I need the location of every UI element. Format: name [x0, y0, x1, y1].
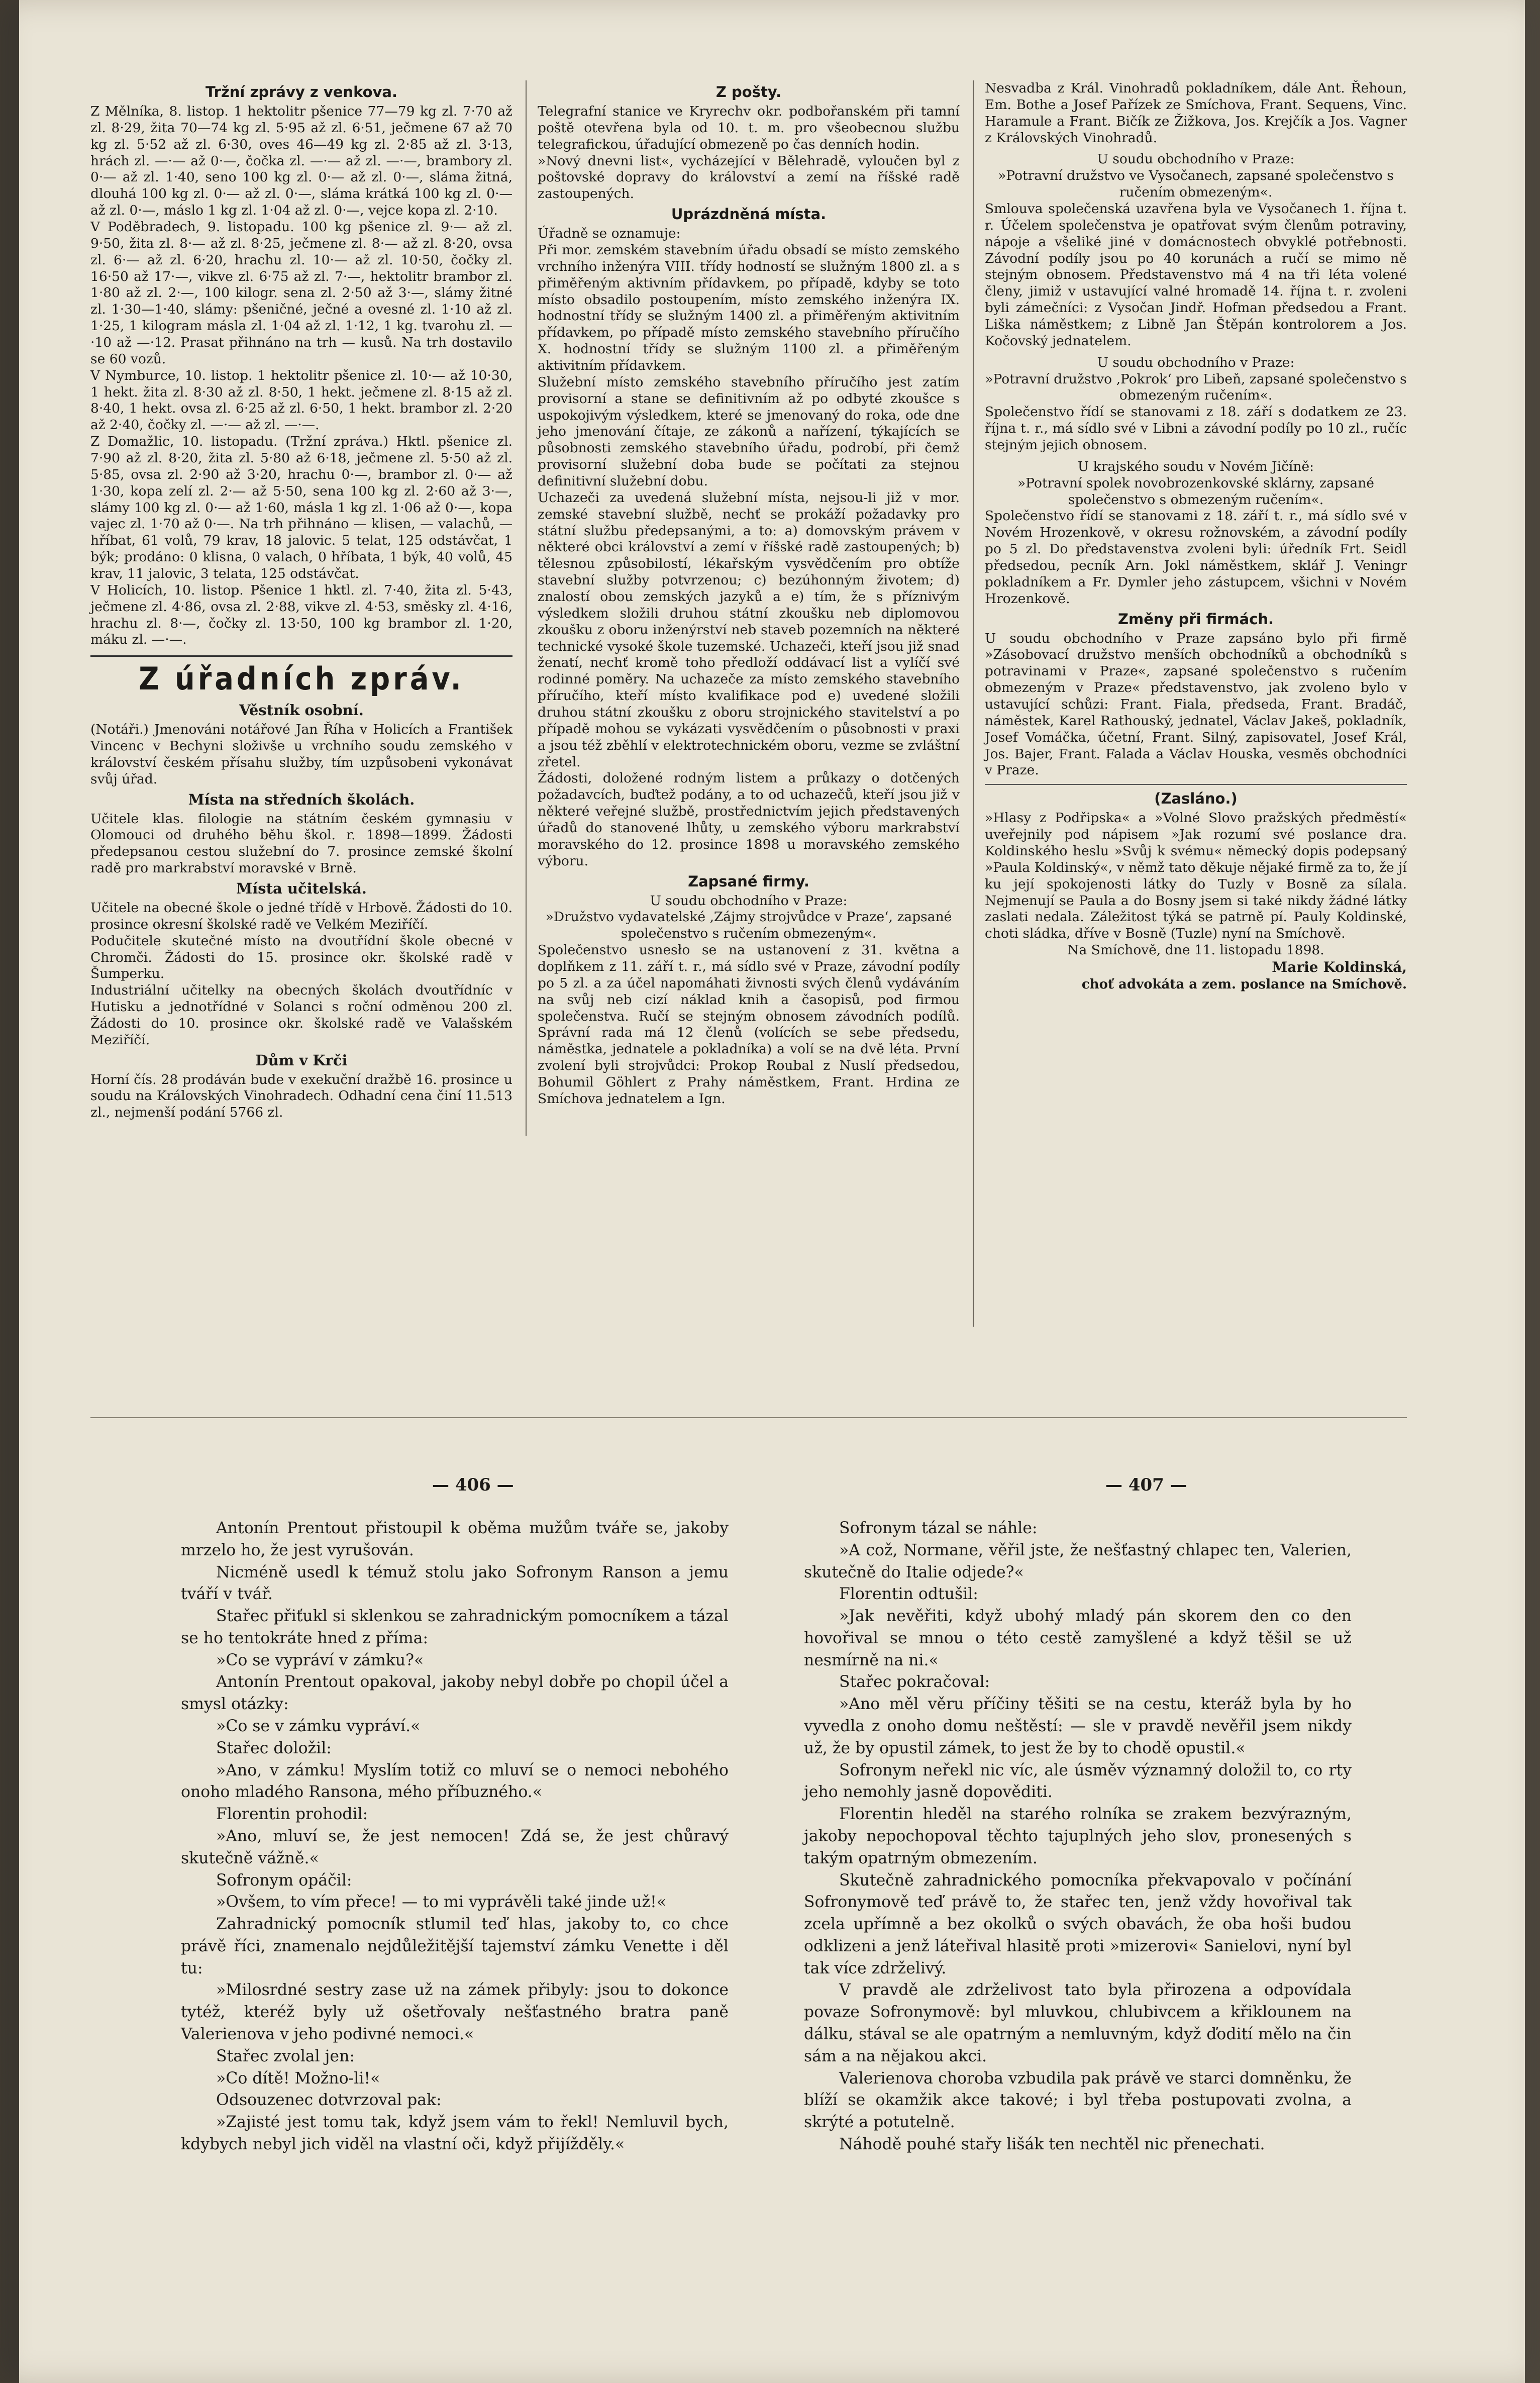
company-name: »Potravní družstvo ‚Pokrok‘ pro Libeň, zapsané společenstvo s obmezeným ručením«.: [985, 371, 1407, 404]
firms-name: »Družstvo vydavatelské ‚Zájmy strojvůdce v Praze‘, zapsané společenstvo s ručením obmezeným«.: [545, 909, 952, 942]
novel-paragraph: »Ano, v zámku! Myslím totiž co mluví se o nemoci nebohého onoho mladého Ransona, mého příbuzného.«: [181, 1761, 729, 1802]
column-2: [538, 80, 960, 1108]
firms-text: Společenstvo usnesło se na ustanovení z 31. května a doplňkem z 11. září t. r., má sídlo své v Praze, závodní podíly po 5 zl. a za účel napomáhati živnosti svých členů vydáváním na svůj neb cizí náklad knih a časopisů, pod firmou společenstva. Ručí se stejným obnosem závodních podílů. Správní rada má 12 členů (volících se sebe předsedu, náměstka, jednatele a pokladníka) a volí se na dvě léta. První zvolení byli strojvůdci: Prokop Roubal z Nuslí předsedou, Bohumil Göhlert z Prahy náměstkem, Frant. Hrdina ze Smíchova jednatelem a Ign.: [538, 942, 960, 1107]
sent-text: »Hlasy z Podřipska« a »Volné Slovo pražských předměstí« uveřejnily pod nápisem »Jak rozumí své poslance dra. Koldinského heslu »Svůj k svému« německý dopis podepsaný »Paula Koldinský«, v němž tato děkuje nějaké firmě za to, že jí ku její spokojenosti látky do Tuzly v Bosně za sílala. Nejmenují se Paula a do Bosny jsem si také nikdy žádné látky zaslati nedala. Záležitost týká se patrně pí. Pauly Koldinské, choti sládka, dříve v Bosně (Tuzle) nyní na Smíchově.: [985, 810, 1407, 942]
novel-paragraph: Stařec pokračoval:: [839, 1673, 990, 1692]
post-title: Z pošty.: [715, 83, 782, 101]
company-text: Společenstvo řídí se stanovami z 18. září s dodatkem ze 23. října t. r., má sídlo své v Libni a závodní podíly po 10 zl., ručíc stejným jejich obnosem.: [985, 404, 1407, 453]
novel-paragraph: Stařec doložil:: [216, 1739, 332, 1757]
novel-paragraph: »Ano měl věru příčiny těšiti se na cestu, kteráž byla by ho vyvedla z onoho domu neštěstí: — sle v pravdě nevěřil jsem nikdy už, že by opustil zámek, to jest že by to chodě opustil.«: [804, 1695, 1352, 1757]
company-name: »Potravní družstvo ve Vysočanech, zapsané společenstvo s ručením obmezeným«.: [998, 168, 1394, 201]
novel-paragraph: »Zajisté jest tomu tak, když jsem vám to řekl! Nemluvil bych, kdybych nebyl jich viděl na vlastní oči, když přijížděly.«: [181, 2113, 729, 2153]
column-1: [90, 80, 512, 1121]
vacancies-paragraph: Služební místo zemského stavebního příručího jest zatím provisorní a stane se definitivním až po odbyté zkoušce s uspokojivým výsledkem, které se jmenovaný do roka, ode dne jeho jmenování čítaje, ze zákonů a nařízení, týkajících se působnosti zemského stavebního úřadu, podrobí, při čemž provisorní služební doba bude se počítati za stejnou definitivní služební dobu.: [538, 374, 960, 489]
market-paragraph: V Holicích, 10. listop. Pšenice 1 hktl. zl. 7·40, žita zl. 5·43, ječmene zl. 4·86, ovsa zl. 2·88, vikve zl. 4·53, směsky zl. 4·16, hrachu zl. 8·—, čočky zl. 13·50, 100 kg brambor zl. 1·20, máku zl. —·—.: [90, 582, 512, 648]
novel-page-left: [181, 1518, 729, 2156]
vacancies-title: Uprázdněná místa.: [671, 206, 827, 223]
post-paragraph: »Nový dnevni list«, vycházející v Bělehradě, vyloučen byl z poštovské dopravy do království a zemí na říšské radě zastoupených.: [538, 153, 960, 202]
official-title: Z úřadních zpráv.: [90, 655, 512, 699]
column-rule: [973, 80, 974, 1327]
novel-paragraph: Antonín Prentout opakoval, jakoby nebyl dobře po chopil účel a smysl otázky:: [181, 1673, 729, 1714]
teachers-paragraph: Industriální učitelky na obecných školách dvoutřídníc v Hutisku a jednotřídné v Solanci s roční odměnou 200 zl. Žádosti do 10. prosince okr. školské radě ve Valašském Meziříčí.: [90, 982, 512, 1048]
company-text: Společenstvo řídí se stanovami z 18. září t. r., má sídlo své v Novém Hrozenkově, v okresu rožnovském, a závodní podíly po 5 zl. Do představenstva zvoleni byli: úředník Frt. Seidl předsedou, pecník Arn. Jokl náměstkem, sklář J. Veningr pokladníkem a Fr. Dymler jeho zástupcem, všichni v Novém Hrozenkově.: [985, 508, 1407, 607]
signature-name: Marie Koldinská,: [1272, 959, 1407, 976]
novel-paragraph: »Ovšem, to vím přece! — to mi vyprávěli také jinde už!«: [216, 1893, 667, 1912]
novel-paragraph: Florentin odtušil:: [839, 1585, 978, 1604]
company-text: Smlouva společenská uzavřena byla ve Vysočanech 1. října t. r. Účelem společenstva je opatřovat svým členům potraviny, nápoje a všeliké jiné v domácnostech obvyklé potřebnosti. Závodní podíly jsou po 40 korunách a ručí se mimo ně stejným obnosem. Představenstvo má 4 na tři léta volené členy, jimiž v ustavující valné hromadě 14. října t. r. zvoleni byli zámečníci: z Vysočan Jindř. Hofman předsedou a Frant. Liška náměstkem; z Libně Jan Štěpán kontrolorem a Jos. Kočovský jednatelem.: [985, 201, 1407, 349]
novel-paragraph: Stařec přiťukl si sklenkou se zahradnickým pomocníkem a tázal se ho tentokráte hned z příma:: [181, 1607, 729, 1647]
vacancies-paragraph: Žádosti, doložené rodným listem a průkazy o dotčených požadavcích, buďtež podány, a to od uchazečů, kteří jsou již v některé veřejné službě, prostřednictvím jejich představených úřadů do stanovené lhůty, u zemského výboru markrabství moravského do 12. prosince 1898 u moravského zemského výboru.: [538, 770, 960, 869]
page-number-right: — 407 —: [1105, 1475, 1187, 1495]
novel-paragraph: »A což, Normane, věřil jste, že nešťastný chlapec ten, Valerien, skutečně do Italie odjede?«: [804, 1541, 1352, 1581]
court-intro: U soudu obchodního v Praze:: [1097, 354, 1295, 370]
novel-paragraph: Zahradnický pomocník stlumil teď hlas, jakoby to, co chce právě říci, znamenalo nejdůležitější tajemství zámku Venette i děl tu:: [181, 1915, 729, 1977]
novel-paragraph: Valerienova choroba vzbudila pak právě ve starci domněnku, že blíží se okamžik akce takové; i byl třeba postupovati zvolna, a skrýté a potutelně.: [804, 2069, 1352, 2132]
post-paragraph: Telegrafní stanice ve Kryrechv okr. podbořanském při tamní poště otevřena byla od 10. t. m. pro všeobecnou službu telegrafickou, úřadující obmezeně po čas denních hodin.: [538, 103, 960, 152]
changes-text: U soudu obchodního v Praze zapsáno bylo při firmě »Zásobovací družstvo menších obchodníků a obchodníků s potravinami v Praze«, zapsané společenstvo s ručením obmezeným v Praze« představenstvo, jak zvoleno bylo v ustavující schůzi: Frant. Fiala, předseda, Frant. Bradáč, náměstek, Karel Rathouský, jednatel, Václav Jakeš, pokladník, Josef Vomáčka, účetní, Frant. Silný, zapisovatel, Josef Král, Jos. Bajer, Frant. Falada a Václav Houska, vesměs obchodníci v Praze.: [985, 630, 1407, 778]
novel-paragraph: »Jak nevěřiti, když ubohý mladý pán skorem den co den hovořival se mnou o této cestě zamyšlené a když těšil se už nesmírně na ni.«: [804, 1607, 1352, 1669]
column-rule: [526, 80, 527, 1136]
vestnik-title: Věstník osobní.: [239, 702, 364, 719]
sent-title: (Zasláno.): [1154, 790, 1238, 808]
binding-edge-left: [0, 0, 19, 2383]
vacancies-paragraph: Při mor. zemském stavebním úřadu obsadí se místo zemského vrchního inženýra VIII. třídy hodností se služným 1800 zl. a s přiměřeným aktivním přídavkem, po případě, kdyby se toto místo obsadilo postoupením, místo zemského inženýra IX. hodnostní třídy se služným 1400 zl. a přiměřeným aktivitním přídavkem, po případě místo zemského stavebního příručího X. hodnostní třídy se služným 1100 zl. a přiměřeným aktivitním přídavkem.: [538, 242, 960, 373]
novel-paragraph: »Milosrdné sestry zase už na zámek přibyly: jsou to dokonce tytéž, kteréž byly už ošetřovaly nešťastného bratra paně Valerienova v jeho podivné nemoci.«: [181, 1981, 729, 2043]
section-divider: [985, 784, 1407, 785]
firms-title: Zapsané firmy.: [688, 872, 809, 890]
signature-title: choť advokáta a zem. poslance na Smíchově.: [1081, 976, 1407, 992]
company-name: »Potravní spolek novobrozenkovské sklárny, zapsané společenstvo s obmezeným ručením«.: [1017, 475, 1374, 508]
court-intro: U soudu obchodního v Praze:: [1097, 151, 1295, 167]
market-paragraph: Z Mělníka, 8. listop. 1 hektolitr pšenice 77—79 kg zl. 7·70 až zl. 8·29, žita 70—74 kg zl. 5·95 až zl. 6·51, ječmene 67 až 70 kg zl. 5·52 až zl. 6·30, oves 46—49 kg zl. 2·85 až zl. 3·13, hrách zl. —·— až 0·—, čočka zl. —·— až zl. —·—, brambory zl. 0·— až zl. 1·40, seno 100 kg zl. 0·— až zl. 0·—, sláma žitná, dlouhá 100 kg zl. 0·— až zl. 0·—, sláma krátká 100 kg zl. 0·— až zl. 0·—, máslo 1 kg zl. 1·04 až zl. 0·—, vejce kopa zl. 2·10.: [90, 103, 512, 219]
novel-paragraph: Skutečně zahradnického pomocníka překvapovalo v počínání Sofronymově teď právě to, že stařec ten, jenž vždy hovořival tak zcela upřímně a bez okolků o svých obavách, že oba hoši budou odklizeni a jenž láteřival hlasitě proti »mizerovi« Sanielovi, nyní byl tak více zdrželivý.: [804, 1871, 1352, 1977]
column-3: [985, 80, 1407, 992]
novel-paragraph: Odsouzenec dotvrzoval pak:: [216, 2091, 442, 2110]
novel-paragraph: Sofronym opáčil:: [216, 1871, 352, 1890]
novel-paragraph: »Co dítě! Možno-li!«: [216, 2069, 380, 2088]
novel-paragraph: Sofronym tázal se náhle:: [839, 1519, 1038, 1537]
newspaper-clipping: [90, 80, 1407, 1382]
teachers-title: Místa učitelská.: [236, 879, 367, 897]
court-intro: U krajského soudu v Novém Jičíně:: [1077, 458, 1314, 474]
market-title: Tržní zprávy z venkova.: [206, 83, 397, 101]
changes-title: Změny při firmách.: [1117, 610, 1274, 628]
novel-page-right: [804, 1518, 1352, 2156]
clipping-divider: [90, 1417, 1407, 1418]
page-number-left: — 406 —: [432, 1475, 514, 1495]
continued-text: Nesvadba z Král. Vinohradů pokladníkem, dále Ant. Řehoun, Em. Bothe a Josef Pařízek ze Smíchova, Frant. Sequens, Vinc. Haramule a Frant. Bičík ze Žižkova, Jos. Krejčík a Jos. Vagner z Královských Vinohradů.: [985, 80, 1407, 146]
schools-text: Učitele klas. filologie na státním českém gymnasiu v Olomouci od druhého běhu škol. r. 1898—1899. Žádosti předepsanou cestou služební do 7. prosince zemské školní radě pro markrabství moravské v Brně.: [90, 811, 512, 876]
novel-paragraph: Sofronym neřekl nic víc, ale úsměv významný doložil to, co rty jeho nemohly jasně dopověditi.: [804, 1761, 1352, 1802]
vacancies-intro: Úřadně se oznamuje:: [538, 226, 681, 242]
house-title: Dům v Krči: [255, 1051, 348, 1069]
house-text: Horní čís. 28 prodáván bude v exekuční dražbě 16. prosince u soudu na Královských Vinohradech. Odhadní cena činí 11.513 zl., nejmenší podání 5766 zl.: [90, 1071, 512, 1121]
market-paragraph: V Poděbradech, 9. listopadu. 100 kg pšenice zl. 9·— až zl. 9·50, žita zl. 8·— až zl. 8·25, ječmene zl. 8·— až zl. 8·20, ovsa zl. 6·— až zl. 6·20, hrachu zl. 10·— až zl. 10·50, čočky zl. 16·50 až 17·—, vikve zl. 6·75 až zl. 7·—, hektolitr brambor zl. 1·80 až zl. 2·—, 100 kilogr. sena zl. 2·50 až 3·—, slámy žitné zl. 1·30—1·40, slámy: pšeničné, ječné a ovesné zl. 1·10 až zl. 1·25, 1 kilogram másla zl. 1·04 až zl. 1·12, 1 kg. tvarohu zl. —·10 až —·12. Prasat přihnáno na trh — kusů. Na trh dostavilo se 60 vozů.: [90, 219, 512, 367]
teachers-paragraph: Podučitele skutečné místo na dvoutřídní škole obecné v Chromči. Žádosti do 15. prosince okr. školské radě v Šumperku.: [90, 933, 512, 982]
novel-paragraph: »Ano, mluví se, že jest nemocen! Zdá se, že jest chůravý skutečně vážně.«: [181, 1827, 729, 1867]
vacancies-paragraph: Uchazeči za uvedená služební místa, nejsou-li již v mor. zemské stavební službě, nechť se prokáží požadavky pro státní službu předepsanými, a to: a) domovským právem v některé obci království a zemí v říšské radě zastoupených; b) tělesnou způsobilostí, lékařským vysvědčením pro obtíže stavební služby potvrzenou; c) bezúhonným životem; d) znalostí obou zemských jazyků a e) tím, že s příznivým výsledkem složili druhou státní zkoušku neb diplomovou zkoušku z oboru inženýrství neb staveb pozemních na některé technické vysoké škole tuzemské. Uchazeči, kteří jsou již snad ženatí, nechť kromě toho předloží oddávací list a vylíčí své rodinné poměry. Na uchazeče za místo zemského stavebního příručího, kteří místo kvalifikace pod e) uvedené složili druhou státní zkoušku z oboru strojnického stavitelství a po případě mohou se vykázati vysvědčením o působnosti v praxi a jsou též zběhlí v elektrotechnickém oboru, vezme se zvláštní zřetel.: [538, 489, 960, 770]
teachers-paragraph: Učitele na obecné škole o jedné třídě v Hrbově. Žádosti do 10. prosince okresní školské radě ve Velkém Meziříčí.: [90, 900, 512, 932]
novel-paragraph: Náhodě pouhé stařy lišák ten nechtěl nic přenechati.: [839, 2135, 1265, 2153]
novel-paragraph: »Co se v zámku vypráví.«: [216, 1717, 421, 1736]
firms-intro: U soudu obchodního v Praze:: [650, 892, 848, 909]
vestnik-text: (Notáři.) Jmenováni notářové Jan Říha v Holicích a František Vincenc v Bechyni složivše u vrchního soudu zemského v království českém přísahu služby, tím uzpůsobeni vykonávat svůj úřad.: [90, 722, 512, 787]
novel-paragraph: Antonín Prentout přistoupil k oběma mužům tváře se, jakoby mrzelo ho, že jest vyrušován.: [181, 1519, 729, 1559]
novel-paragraph: Nicméně usedl k témuž stolu jako Sofronym Ranson a jemu tváří v tvář.: [181, 1563, 729, 1604]
novel-paragraph: Florentin hleděl na starého rolníka se zrakem bezvýrazným, jakoby nepochopoval těchto tajuplných jeho slov, pronesených s takým opatrným obmezením.: [804, 1805, 1352, 1867]
schools-title: Místa na středních školách.: [188, 790, 415, 808]
novel-paragraph: Stařec zvolal jen:: [216, 2047, 355, 2065]
novel-paragraph: V pravdě ale zdrželivost tato byla přirozena a odpovídala povaze Sofronymově: byl mluvkou, chlubivcem a křiklounem na dálku, stával se ale opatrným a nemluvným, když ďodití mělo na čin sám a na nějakou akci.: [804, 1981, 1352, 2065]
novel-paragraph: Florentin prohodil:: [216, 1805, 368, 1824]
market-paragraph: V Nymburce, 10. listop. 1 hektolitr pšenice zl. 10·— až 10·30, 1 hekt. žita zl. 8·30 až zl. 8·50, 1 hekt. ječmene zl. 8·15 až zl. 8·40, 1 hekt. ovsa zl. 6·25 až zl. 6·50, 1 hekt. brambor zl. 2·20 až 2·40, čočky zl. —·— až zl. —·—.: [90, 367, 512, 433]
sent-place: Na Smíchově, dne 11. listopadu 1898.: [1067, 942, 1324, 958]
binding-edge-right: [1525, 0, 1540, 2383]
market-paragraph: Z Domažlic, 10. listopadu. (Tržní zpráva.) Hktl. pšenice zl. 7·90 až zl. 8·20, žita zl. 5·80 až 6·18, ječmene zl. 5·50 až zl. 5·85, ovsa zl. 2·90 až 3·20, hrachu 0·—, brambor zl. 0·— až 1·30, kopa zelí zl. 2·— až 5·50, sena 100 kg zl. 2·60 až 3·—, slámy 100 kg zl. 0·— až 1·60, másla 1 kg zl. 1·06 až 0·—, kopa vajec zl. 1·70 až 0·—. Na trh přihnáno — klisen, — valachů, — hříbat, 61 volů, 79 krav, 18 jalovic. 5 telat, 125 odstávčat, 1 býk; prodáno: 0 klisna, 0 valach, 0 hříbata, 1 býk, 40 volů, 45 krav, 11 jalovic, 3 telata, 125 odstávčat.: [90, 434, 512, 582]
novel-paragraph: »Co se vypráví v zámku?«: [216, 1651, 424, 1669]
